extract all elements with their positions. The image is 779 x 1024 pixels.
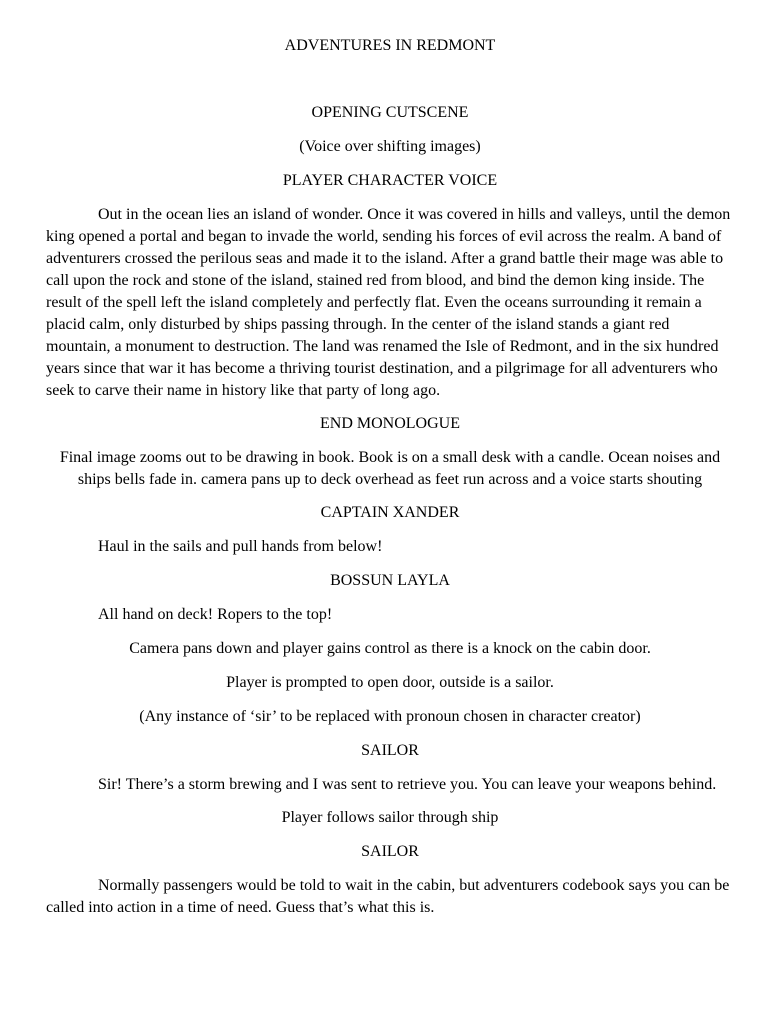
speaker-bossun-layla: BOSSUN LAYLA <box>330 572 450 589</box>
stage-direction-voice-over: (Voice over shifting images) <box>299 138 481 155</box>
stage-direction-pronoun: (Any instance of ‘sir’ to be replaced with pronoun chosen in character creator) <box>139 708 641 725</box>
stage-direction-camera-down: Camera pans down and player gains control as there is a knock on the cabin door. <box>129 640 651 657</box>
stage-direction-follow: Player follows sailor through ship <box>281 809 499 826</box>
speaker-sailor: SAILOR <box>361 742 419 759</box>
dialogue-captain: Haul in the sails and pull hands from below! <box>98 538 383 555</box>
dialogue-sailor-1: Sir! There’s a storm brewing and I was sent to retrieve you. You can leave your weapons behind. <box>98 776 717 793</box>
document-title: ADVENTURES IN REDMONT <box>284 37 496 54</box>
speaker-captain-xander: CAPTAIN XANDER <box>320 504 460 521</box>
stage-direction-final-image: Final image zooms out to be drawing in book. Book is on a small desk with a candle. Ocean noises and ships bells fade in. camera pans up to deck overhead as feet run across and a voice starts shouting <box>59 449 721 488</box>
speaker-player-character-voice: PLAYER CHARACTER VOICE <box>282 172 498 189</box>
scene-heading: OPENING CUTSCENE <box>311 104 469 121</box>
stage-direction-prompt: Player is prompted to open door, outside is a sailor. <box>226 674 554 691</box>
script-page <box>46 35 734 930</box>
dialogue-bossun: All hand on deck! Ropers to the top! <box>98 606 333 623</box>
dialogue-sailor-2: Normally passengers would be told to wait in the cabin, but adventurers codebook says you can be called into action in a time of need. Guess that’s what this is. <box>46 877 730 916</box>
monologue-paragraph: Out in the ocean lies an island of wonder. Once it was covered in hills and valleys, until the demon king opened a portal and began to invade the world, sending his forces of evil across the realm. A band of adventurers crossed the perilous seas and made it to the island. After a grand battle their mage was able to call upon the rock and stone of the island, stained red from blood, and bind the demon king inside. The result of the spell left the island completely and perfectly flat. Even the oceans surrounding it remain a placid calm, only disturbed by ships passing through. In the center of the island stands a giant red mountain, a monument to destruction. The land was renamed the Isle of Redmont, and in the six hundred years since that war it has become a thriving tourist destination, and a pilgrimage for all adventurers who seek to carve their name in history like that party of long ago. <box>46 206 731 399</box>
end-monologue-heading: END MONOLOGUE <box>320 415 460 432</box>
speaker-sailor-2: SAILOR <box>361 843 419 860</box>
